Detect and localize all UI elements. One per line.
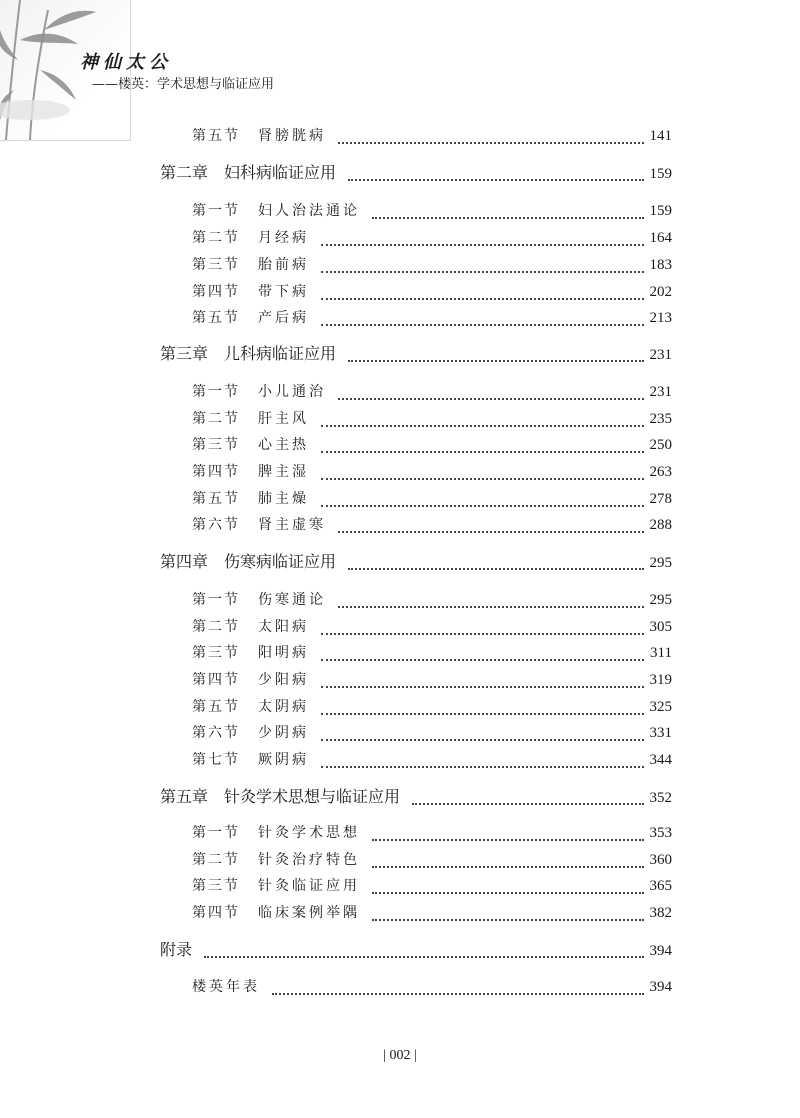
toc-entry-label (192, 641, 309, 665)
dot-leader (321, 437, 644, 453)
toc-entry-title: 少阳病 (258, 672, 309, 688)
toc-entry-page: 231 (649, 347, 672, 363)
dot-leader (321, 284, 644, 300)
toc-entry-page: 360 (649, 852, 672, 868)
toc-section-entry[interactable] (192, 588, 672, 612)
toc-entry-label (192, 124, 326, 148)
toc-entry-label (192, 280, 309, 304)
toc-entry-number: 第三章 (160, 344, 209, 363)
toc-entry-title: 伤寒通论 (258, 592, 326, 608)
toc-entry-title: 胎前病 (258, 257, 309, 273)
toc-entry-label (192, 487, 309, 511)
toc-entry-label (192, 199, 360, 223)
toc-section-entry[interactable] (192, 821, 672, 845)
dot-leader (321, 257, 644, 273)
toc-chapter-entry[interactable] (160, 161, 672, 185)
toc-entry-page: 325 (649, 699, 672, 715)
toc-entry-title: 肺主燥 (258, 491, 309, 507)
toc-entry-number: 第二节 (192, 852, 240, 868)
toc-entry-label (192, 380, 326, 404)
toc-entry-page: 213 (649, 310, 672, 326)
toc-entry-title: 妇人治法通论 (258, 203, 360, 219)
toc-entry-label (192, 226, 309, 250)
toc-section-entry[interactable] (192, 901, 672, 925)
toc-entry-title: 针灸临证应用 (258, 878, 360, 894)
dot-leader (321, 725, 644, 741)
toc-entry-title: 针灸治疗特色 (258, 852, 360, 868)
toc-entry-page: 295 (649, 592, 672, 608)
toc-entry-page: 263 (649, 464, 672, 480)
toc-section-entry[interactable] (192, 124, 672, 148)
toc-entry-number: 第二章 (160, 163, 209, 182)
toc-entry-label (192, 901, 360, 925)
toc-entry-label (192, 821, 360, 845)
toc-entry-number: 第二节 (192, 619, 240, 635)
dot-leader (321, 672, 644, 688)
toc-entry-label (192, 513, 326, 537)
dot-leader (321, 619, 644, 635)
toc-entry-label (160, 550, 336, 574)
toc-entry-label (192, 615, 309, 639)
toc-entry-title: 肝主风 (258, 411, 309, 427)
toc-entry-number: 第三节 (192, 878, 240, 894)
toc-entry-label (192, 721, 309, 745)
toc-entry-page: 183 (649, 257, 672, 273)
toc-section-entry[interactable] (192, 668, 672, 692)
toc-entry-number: 第三节 (192, 645, 240, 661)
toc-entry-title: 产后病 (258, 310, 309, 326)
toc-entry-page: 202 (649, 284, 672, 300)
toc-entry-title: 伤寒病临证应用 (224, 552, 337, 571)
toc-entry-page: 305 (649, 619, 672, 635)
toc-entry-title: 心主热 (258, 437, 309, 453)
dot-leader (372, 825, 644, 841)
toc-section-entry[interactable] (192, 748, 672, 772)
toc-entry-title: 临床案例举隅 (258, 905, 360, 921)
book-title: 神仙太公 (80, 52, 172, 73)
dot-leader (348, 554, 643, 570)
dot-leader (321, 699, 644, 715)
toc-entry-title: 妇科病临证应用 (224, 163, 337, 182)
toc-section-entry[interactable] (192, 199, 672, 223)
toc-entry-number: 第四节 (192, 672, 240, 688)
toc-entry-number: 第五章 (160, 787, 209, 806)
toc-section-entry[interactable] (192, 280, 672, 304)
dot-leader (272, 979, 644, 995)
dot-leader (338, 384, 644, 400)
toc-entry-page: 159 (649, 203, 672, 219)
toc-entry-label (160, 342, 336, 366)
toc-entry-number: 第五节 (192, 699, 240, 715)
toc-entry-number: 第六节 (192, 725, 240, 741)
dot-leader (372, 905, 644, 921)
toc-entry-label (192, 848, 360, 872)
toc-entry-page: 365 (649, 878, 672, 894)
toc-entry-page: 394 (649, 943, 672, 959)
toc-section-entry[interactable] (192, 874, 672, 898)
toc-entry-label (192, 668, 309, 692)
toc-entry-page: 278 (649, 491, 672, 507)
toc-entry-page: 231 (649, 384, 672, 400)
toc-section-entry[interactable] (192, 380, 672, 404)
toc-entry-title: 附录 (160, 940, 193, 959)
toc-entry-number: 第五节 (192, 128, 240, 144)
toc-entry-number: 第五节 (192, 310, 240, 326)
dot-leader (321, 645, 644, 661)
toc-entry-number: 第二节 (192, 411, 240, 427)
toc-section-entry[interactable] (192, 615, 672, 639)
dot-leader (321, 464, 644, 480)
book-subtitle: ——楼英：学术思想与临证应用 (92, 77, 275, 92)
toc-entry-number: 第五节 (192, 491, 240, 507)
toc-entry-label (192, 695, 309, 719)
toc-section-entry[interactable] (192, 975, 672, 999)
toc-chapter-entry[interactable] (160, 938, 672, 962)
toc-chapter-entry[interactable] (160, 550, 672, 574)
toc-entry-page: 319 (649, 672, 672, 688)
dot-leader (321, 411, 644, 427)
toc-entry-number: 第四节 (192, 464, 240, 480)
toc-entry-number: 第四章 (160, 552, 209, 571)
toc-entry-number: 第三节 (192, 437, 240, 453)
toc-entry-number: 第一节 (192, 592, 240, 608)
toc-entry-title: 阳明病 (258, 645, 309, 661)
toc-entry-number: 第四节 (192, 905, 240, 921)
dot-leader (372, 852, 644, 868)
toc-entry-page: 250 (649, 437, 672, 453)
dot-leader (338, 592, 644, 608)
toc-entry-number: 第一节 (192, 384, 240, 400)
toc-entry-label (192, 407, 309, 431)
toc-entry-title: 带下病 (258, 284, 309, 300)
toc-entry-title: 太阴病 (258, 699, 309, 715)
toc-section-entry[interactable] (192, 487, 672, 511)
toc-entry-page: 344 (649, 752, 672, 768)
toc-section-entry[interactable] (192, 433, 672, 457)
dot-leader (338, 517, 644, 533)
dot-leader (321, 310, 644, 326)
dot-leader (372, 203, 644, 219)
toc-entry-title: 肾主虚寒 (258, 517, 326, 533)
toc-entry-page: 141 (649, 128, 672, 144)
toc-section-entry[interactable] (192, 226, 672, 250)
toc-entry-number: 第一节 (192, 203, 240, 219)
toc-entry-title: 月经病 (258, 230, 309, 246)
dot-leader (321, 752, 644, 768)
dot-leader (372, 878, 644, 894)
toc-entry-label (192, 460, 309, 484)
toc-section-entry[interactable] (192, 253, 672, 277)
toc-section-entry[interactable] (192, 407, 672, 431)
toc-entry-number: 第四节 (192, 284, 240, 300)
toc-entry-label (192, 975, 260, 999)
toc-entry-page: 311 (650, 645, 672, 661)
toc-entry-number: 第二节 (192, 230, 240, 246)
toc-entry-page: 164 (649, 230, 672, 246)
toc-section-entry[interactable] (192, 513, 672, 537)
toc-entry-page: 353 (649, 825, 672, 841)
toc-entry-label (192, 253, 309, 277)
dot-leader (348, 346, 643, 362)
toc-entry-title: 肾膀胱病 (258, 128, 326, 144)
toc-section-entry[interactable] (192, 306, 672, 330)
dot-leader (412, 789, 643, 805)
toc-entry-title: 楼英年表 (192, 979, 260, 995)
toc-entry-page: 159 (649, 166, 672, 182)
toc-entry-page: 394 (649, 979, 672, 995)
toc-entry-label (192, 748, 309, 772)
toc-entry-title: 少阴病 (258, 725, 309, 741)
dot-leader (348, 165, 643, 181)
toc-entry-page: 295 (649, 555, 672, 571)
toc-chapter-entry[interactable] (160, 342, 672, 366)
toc-section-entry[interactable] (192, 641, 672, 665)
toc-entry-label (160, 785, 400, 809)
toc-entry-title: 厥阴病 (258, 752, 309, 768)
toc-entry-page: 235 (649, 411, 672, 427)
toc-entry-title: 太阳病 (258, 619, 309, 635)
toc-entry-number: 第三节 (192, 257, 240, 273)
dot-leader (338, 128, 644, 144)
toc-entry-number: 第六节 (192, 517, 240, 533)
toc-entry-label (192, 588, 326, 612)
toc-entry-label (192, 433, 309, 457)
dot-leader (321, 230, 644, 246)
dot-leader (204, 942, 643, 958)
toc-entry-number: 第一节 (192, 825, 240, 841)
toc-entry-page: 288 (649, 517, 672, 533)
toc-entry-title: 针灸学术思想与临证应用 (224, 787, 401, 806)
toc-entry-title: 脾主湿 (258, 464, 309, 480)
toc-entry-title: 小儿通治 (258, 384, 326, 400)
toc-entry-page: 382 (649, 905, 672, 921)
toc-entry-number: 第七节 (192, 752, 240, 768)
toc-chapter-entry[interactable] (160, 785, 672, 809)
toc-entry-label (160, 938, 192, 962)
page-number: | 002 | (383, 1048, 417, 1063)
toc-section-entry[interactable] (192, 721, 672, 745)
toc-entry-title: 针灸学术思想 (258, 825, 360, 841)
toc-entry-title: 儿科病临证应用 (224, 344, 337, 363)
toc-entry-page: 331 (649, 725, 672, 741)
toc-entry-label (160, 161, 336, 185)
toc-entry-page: 352 (649, 790, 672, 806)
toc-entry-label (192, 874, 360, 898)
toc-section-entry[interactable] (192, 460, 672, 484)
dot-leader (321, 491, 644, 507)
toc-entry-label (192, 306, 309, 330)
toc-section-entry[interactable] (192, 848, 672, 872)
toc-section-entry[interactable] (192, 695, 672, 719)
